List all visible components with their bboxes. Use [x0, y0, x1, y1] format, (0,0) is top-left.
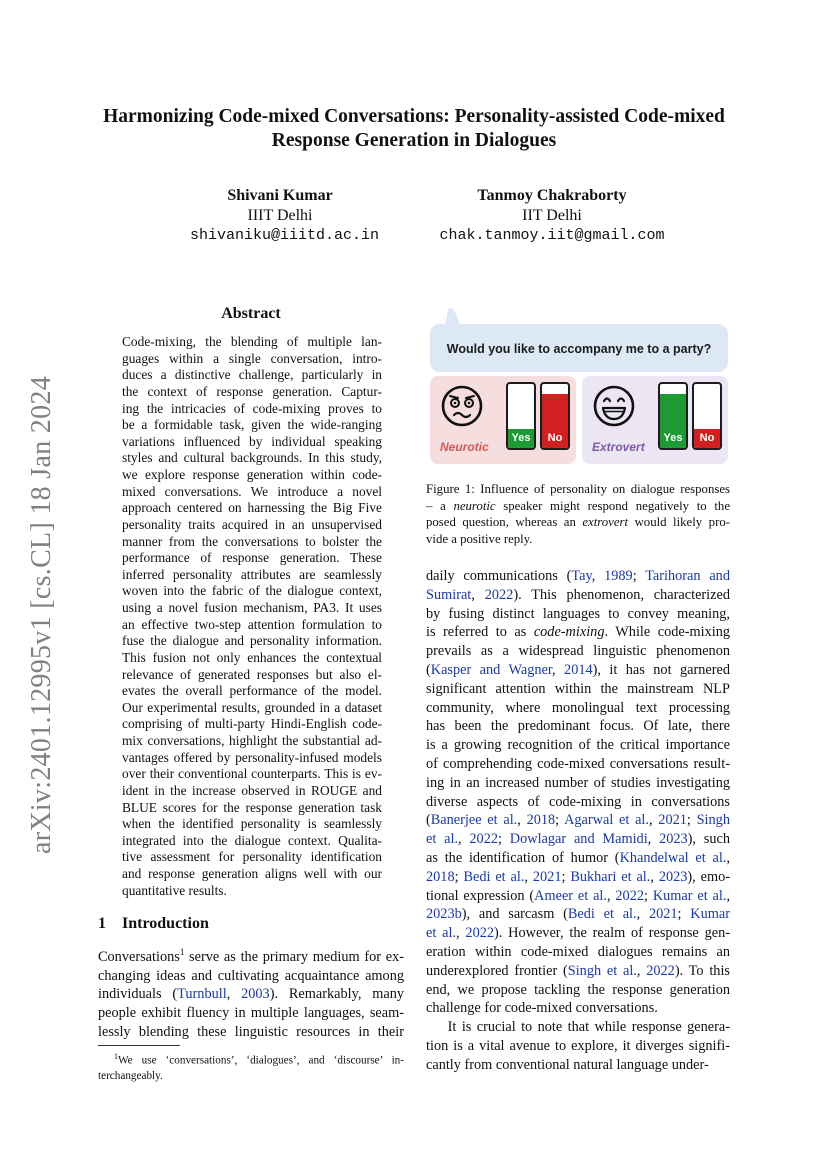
author-block [190, 186, 380, 246]
text-segment: vide a positive reply. [426, 531, 533, 546]
citation-link[interactable]: 2018 [526, 812, 556, 829]
text-segment: , [636, 906, 649, 923]
citation-link[interactable]: Agarwal et al. [564, 812, 649, 829]
citation-link[interactable]: Kumar [690, 906, 730, 923]
text-segment: has been the predominant focus. Of late, there [426, 718, 730, 735]
text-segment: , [647, 831, 660, 848]
abstract-line: performance of response generation. These [122, 550, 382, 566]
section-heading [98, 915, 209, 933]
text-segment: , [524, 868, 533, 885]
text-segment: lessly blending these linguistic resources in their [98, 1023, 404, 1040]
text-segment: ; [454, 868, 464, 885]
yes-bar [658, 382, 688, 450]
speech-bubble [430, 324, 728, 372]
grinning-face-icon [592, 384, 636, 428]
grimacing-face-icon [440, 384, 484, 428]
footnote-reference[interactable]: 1 [179, 947, 185, 957]
citation-link[interactable]: Turnbull [177, 986, 227, 1003]
citation-link[interactable]: 2018 [426, 868, 455, 885]
abstract-line: evates the overall performance of the model. [122, 683, 382, 699]
text-segment: . While code-mixing [604, 624, 730, 641]
text-line [426, 793, 730, 812]
abstract-line: the context of response generation. Captur- [122, 383, 382, 399]
abstract-line: Code-mixing, the blending of multiple lan- [122, 334, 382, 349]
text-line [426, 567, 730, 586]
citation-link[interactable]: 2003 [241, 986, 270, 1003]
citation-link[interactable]: Bedi et al. [567, 906, 637, 923]
personality-label: Extrovert [592, 440, 645, 454]
text-segment: ; [686, 812, 697, 829]
abstract-line: manner from the conversations to bolster the [122, 533, 382, 549]
text-segment: , [650, 868, 659, 885]
figure-caption [426, 481, 730, 547]
figure-1 [426, 306, 732, 476]
author-block [430, 186, 674, 246]
text-line [426, 514, 730, 531]
text-line [426, 586, 730, 605]
text-line [426, 868, 730, 887]
text-segment: cantly from conventional natural language under- [426, 1056, 709, 1073]
section-title: Introduction [122, 915, 209, 932]
text-line [426, 962, 730, 981]
text-segment: ). To this [674, 962, 730, 979]
text-segment: challenge for code-mixed conversations. [426, 1000, 658, 1017]
text-segment: is a growing recognition of the critical importance [426, 737, 730, 754]
text-segment: , [552, 661, 565, 678]
text-line [426, 999, 730, 1018]
text-segment: underexplored frontier ( [426, 962, 568, 979]
text-segment: prevails as a widespread linguistic phenomenon [426, 643, 730, 660]
text-segment: of comprehending code-mixed conversations result- [426, 755, 730, 772]
text-segment: ; [498, 831, 510, 848]
text-segment: – a [426, 498, 454, 513]
citation-link[interactable]: Kasper and Wagner [430, 661, 553, 678]
text-line [426, 531, 730, 548]
abstract-line: BLUE scores for the response generation task [122, 799, 382, 815]
text-segment: serve as the primary medium for ex- [184, 948, 404, 965]
citation-link[interactable]: Ameer et al. [534, 887, 607, 904]
abstract-line: fuse the dialogue and personality information. [122, 633, 382, 649]
text-line [426, 774, 730, 793]
yes-bar-label: Yes [511, 432, 531, 444]
text-segment: ; [677, 906, 691, 923]
abstract-line: when the identified personality is seamlessly [122, 816, 382, 832]
yes-bar-label: Yes [663, 432, 683, 444]
text-line [426, 905, 730, 924]
abstract-line: personality traits acquired in an unsupervised [122, 516, 382, 532]
abstract-line: mixed conversations. We introduce a novel [122, 483, 382, 499]
abstract-line: ing the intricacies of code-mixing proves to [122, 400, 382, 416]
text-segment: , [471, 586, 485, 603]
text-segment: daily communications ( [426, 568, 572, 584]
abstract-line: integrated into the dialogue context. Qualita- [122, 832, 382, 848]
emphasis-text: code-mixing [533, 624, 605, 641]
abstract-line: guages within a single conversation, intro- [122, 350, 382, 366]
abstract-line: ident in the increase observed in ROUGE and [122, 782, 382, 798]
text-line [426, 680, 730, 699]
text-segment: , [726, 887, 731, 904]
text-line [426, 1056, 730, 1075]
text-line [426, 830, 730, 849]
text-segment: ). However, the realm of response gen- [494, 925, 730, 942]
citation-link[interactable]: 2014 [564, 661, 593, 678]
abstract-line: relevance of generated responses but also el- [122, 666, 382, 682]
citation-link[interactable]: Singh et al. [567, 962, 637, 979]
author-name: Tanmoy Chakraborty [477, 187, 627, 204]
text-segment: end, we propose tackling the response generation [426, 981, 730, 998]
paper-title [88, 105, 740, 153]
text-line [426, 924, 730, 943]
abstract-line: styles and cultural backgrounds. In this study, [122, 450, 382, 466]
text-segment: , [456, 925, 466, 942]
citation-link[interactable]: 2022 [646, 962, 675, 979]
citation-link[interactable]: 2022 [484, 586, 514, 603]
text-segment: is referred to as [426, 624, 534, 641]
text-segment: people exhibit fluency in multiple languages, seam- [98, 1005, 404, 1022]
abstract-line: variations influenced by individual speaking [122, 433, 382, 449]
citation-link[interactable]: Dowlagar and Mamidi [509, 831, 648, 848]
text-line [426, 943, 730, 962]
text-line [426, 605, 730, 624]
citation-link[interactable]: 2021 [532, 868, 562, 885]
citation-link[interactable]: 2023b [426, 906, 462, 923]
text-segment: , [606, 887, 616, 904]
text-segment: , [226, 986, 242, 1003]
text-segment: ), and sarcasm ( [461, 906, 568, 923]
text-segment: ( [426, 812, 431, 829]
title-line: Harmonizing Code-mixed Conversations: Personality-assisted Code-mixed [103, 106, 725, 127]
citation-link[interactable]: 2022 [615, 887, 644, 904]
text-segment: would likely pro- [628, 515, 730, 529]
citation-link[interactable]: Kumar et al. [652, 887, 727, 904]
citation-link[interactable]: et al. [426, 925, 457, 942]
citation-link[interactable]: 2022 [469, 831, 498, 848]
text-line [426, 1018, 730, 1037]
abstract-line: quantitative results. [122, 882, 227, 898]
text-line [426, 887, 730, 906]
text-line [426, 481, 730, 498]
text-segment: , [726, 849, 731, 866]
author-affiliation: IIIT Delhi [247, 207, 313, 224]
text-line [426, 755, 730, 774]
no-bar-label: No [699, 432, 715, 444]
citation-link[interactable]: Singh [696, 812, 730, 829]
abstract-line: inferred personality attributes are seamlessly [122, 566, 382, 582]
text-segment: , [591, 568, 605, 584]
text-segment: eration within code-mixed dialogues remains an [426, 943, 730, 960]
citation-link[interactable]: Sumirat [426, 586, 472, 603]
abstract-line: This fusion not only enhances the contextual [122, 649, 382, 665]
intro-right-column [426, 567, 730, 1075]
no-bar-label: No [547, 432, 563, 444]
abstract-line: Our experimental results, grounded in a dataset [122, 699, 382, 715]
text-segment: tional expression ( [426, 887, 535, 904]
text-segment: by fusing distinct languages to convey meaning, [426, 605, 730, 622]
text-segment: It is crucial to note that while response genera- [426, 1019, 730, 1036]
text-segment: community, where monolingual text processing [426, 699, 730, 716]
text-line [98, 1023, 404, 1042]
citation-link[interactable]: Khandelwal et al. [619, 849, 727, 866]
text-line [426, 661, 730, 680]
citation-link[interactable]: 2023 [659, 831, 688, 848]
text-segment: ). Remarkably, many [269, 986, 404, 1003]
text-segment: diverse aspects of code-mixing in conversations [426, 793, 730, 810]
text-segment: ; [555, 812, 565, 829]
panel-extrovert [582, 376, 728, 464]
text-line [98, 1004, 404, 1023]
arxiv-side-stamp: arXiv:2401.12995v1 [cs.CL] 18 Jan 2024 [26, 376, 57, 855]
emphasis-text: extrovert [582, 515, 629, 529]
author-name: Shivani Kumar [227, 187, 333, 204]
title-line: Response Generation in Dialogues [271, 130, 557, 151]
personality-label: Neurotic [440, 440, 489, 454]
emphasis-text: neurotic [453, 498, 496, 513]
yes-bar [506, 382, 536, 450]
text-segment: posed question, whereas an [426, 515, 583, 529]
abstract-line: and response generation aligns well with our [122, 866, 382, 881]
citation-link[interactable]: Tay [571, 568, 592, 584]
text-line [426, 849, 730, 868]
text-segment: ; [632, 568, 646, 584]
author-email[interactable]: chak.tanmoy.iit@gmail.com [439, 227, 665, 244]
author-email[interactable]: shivaniku@iiitd.ac.in [190, 227, 380, 244]
speech-bubble-question: Would you like to accompany me to a party? [446, 342, 712, 356]
abstract-line: be a formidable task, given the wide-ranging [122, 417, 382, 433]
text-segment: , [458, 831, 470, 848]
abstract-line: vantages offered by personality-infused models [122, 749, 382, 765]
abstract-line: an effective two-step attention formulation to [122, 616, 382, 632]
abstract-line: tive assessment for personality identification [122, 849, 382, 865]
abstract-line: duces a distinctive challenge, particularly in [122, 367, 382, 383]
text-line [98, 985, 404, 1004]
text-segment: ), such [687, 831, 730, 848]
no-bar [540, 382, 570, 450]
no-bar [692, 382, 722, 450]
text-segment: , [648, 812, 659, 829]
citation-link[interactable]: Bedi et al. [463, 868, 525, 885]
text-segment: speaker might respond negatively to the [495, 498, 730, 513]
text-line [98, 967, 404, 986]
text-segment: ). This phenomenon, characterized [513, 586, 730, 603]
text-segment: Figure 1: Influence of personality on dialogue responses [426, 482, 730, 496]
author-affiliation: IIT Delhi [522, 207, 582, 224]
abstract-line: comprising of multi-party Hindi-English code- [122, 716, 382, 732]
citation-link[interactable]: 2021 [648, 906, 678, 923]
citation-link[interactable]: 2022 [465, 925, 495, 942]
text-line [426, 1037, 730, 1056]
abstract-line: woven into the fabric of the dialogue context, [122, 583, 382, 599]
section-number: 1 [98, 915, 106, 932]
citation-link[interactable]: Tarihoran and [645, 568, 730, 584]
text-segment: significant attention within the mainstream NLP [426, 680, 730, 697]
text-segment: , [517, 812, 527, 829]
text-line [426, 699, 730, 718]
citation-link[interactable]: et al. [426, 831, 459, 848]
text-line [98, 943, 404, 967]
text-segment: ( [426, 661, 431, 678]
text-segment: individuals ( [98, 986, 178, 1003]
text-segment: ), it has not garnered [592, 661, 730, 678]
text-segment: , [636, 962, 647, 979]
text-segment: changing ideas and cultivating acquaintance among [98, 967, 404, 984]
text-line [426, 811, 730, 830]
abstract-body [122, 334, 382, 899]
citation-link[interactable]: 1989 [604, 568, 633, 584]
text-segment: tion is a vital avenue to explore, it diverges signifi- [426, 1037, 730, 1054]
text-line [426, 623, 730, 642]
citation-link[interactable]: 2021 [658, 812, 687, 829]
text-segment: ing in an increased number of studies investigating [426, 774, 730, 791]
panel-neurotic [430, 376, 576, 464]
intro-left-column [98, 943, 404, 1042]
text-line [426, 981, 730, 1000]
text-line [426, 642, 730, 661]
footnote-text: We use ‘conversations’, ‘dialogues’, and ‘discourse’ in- [118, 1054, 404, 1067]
abstract-line: over their conventional counterparts. This is ev- [122, 766, 382, 782]
abstract-line: mix conversations, highlight the substantial ad- [122, 733, 382, 748]
text-line [426, 498, 730, 515]
text-line [426, 717, 730, 736]
abstract-line: using a novel fusion mechanism, PA3. It uses [122, 600, 382, 615]
text-segment: ; [561, 868, 571, 885]
text-segment: as the identification of humor ( [426, 849, 620, 866]
text-segment: ; [644, 887, 653, 904]
text-segment: ), emo- [687, 868, 730, 885]
abstract-heading: Abstract [221, 305, 281, 322]
citation-link[interactable]: Bukhari et al. [570, 868, 651, 885]
text-segment: Conversations [98, 948, 180, 965]
footnote-mark: 1 [114, 1052, 118, 1061]
citation-link[interactable]: 2023 [658, 868, 688, 885]
footnote [98, 1049, 404, 1084]
text-line [426, 736, 730, 755]
footnote-text: terchangeably. [98, 1069, 163, 1082]
abstract-line: approach centered on harnessing the Big Five [122, 500, 382, 516]
citation-link[interactable]: Banerjee et al. [430, 812, 518, 829]
footnote-divider [98, 1045, 180, 1046]
abstract-line: we explore response generation within code- [122, 467, 382, 482]
